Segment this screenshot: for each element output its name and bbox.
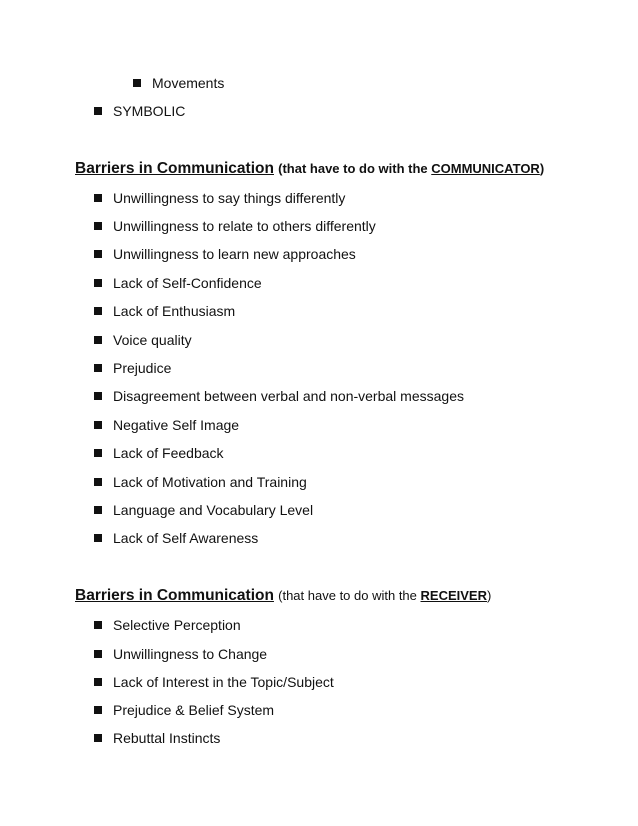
square-bullet-icon <box>94 107 102 115</box>
list-item <box>94 274 262 292</box>
heading-paren-close: ) <box>486 588 492 603</box>
list-item-label: Unwillingness to say things differently <box>113 190 346 206</box>
list-item <box>94 501 313 519</box>
square-bullet-icon <box>94 449 102 457</box>
list-item <box>94 616 241 634</box>
square-bullet-icon <box>94 364 102 372</box>
list-item <box>94 217 376 235</box>
list-item <box>94 444 224 462</box>
square-bullet-icon <box>94 678 102 686</box>
square-bullet-icon <box>94 534 102 542</box>
list-item-label: Lack of Self-Confidence <box>113 275 262 291</box>
list-item <box>94 245 356 263</box>
square-bullet-icon <box>94 336 102 344</box>
list-item-label: Lack of Enthusiasm <box>113 303 236 319</box>
list-item-label: Disagreement between verbal and non-verbal messages <box>113 388 464 404</box>
list-item-label: Lack of Motivation and Training <box>113 474 307 490</box>
square-bullet-icon <box>94 478 102 486</box>
square-bullet-icon <box>94 279 102 287</box>
list-item <box>94 529 258 547</box>
square-bullet-icon <box>94 621 102 629</box>
list-item-label: Lack of Self Awareness <box>113 530 259 546</box>
heading-title: Barriers in Communication <box>75 587 274 604</box>
square-bullet-icon <box>94 194 102 202</box>
square-bullet-icon <box>94 307 102 315</box>
list-item <box>94 359 171 377</box>
list-item <box>94 331 192 349</box>
list-item-label: Rebuttal Instincts <box>113 730 221 746</box>
list-item <box>94 387 464 405</box>
list-item-label: Voice quality <box>113 332 192 348</box>
square-bullet-icon <box>94 250 102 258</box>
square-bullet-icon <box>94 506 102 514</box>
square-bullet-icon <box>94 421 102 429</box>
list-item <box>94 673 334 691</box>
section-heading-communicator <box>75 159 544 179</box>
list-item-label: Unwillingness to relate to others differently <box>113 218 376 234</box>
heading-paren-open: (that have to do with the <box>278 588 421 603</box>
square-bullet-icon <box>94 650 102 658</box>
list-item-label: Negative Self Image <box>113 417 240 433</box>
list-item <box>94 645 267 663</box>
list-item-label: Lack of Feedback <box>113 445 224 461</box>
list-item-label: SYMBOLIC <box>113 103 186 119</box>
list-item <box>94 189 345 207</box>
heading-paren-close: ) <box>539 161 545 176</box>
list-item <box>94 729 220 747</box>
list-item-movements <box>133 74 224 92</box>
heading-title: Barriers in Communication <box>75 160 274 177</box>
square-bullet-icon <box>94 392 102 400</box>
list-item <box>94 302 235 320</box>
list-item-label: Language and Vocabulary Level <box>113 502 314 518</box>
square-bullet-icon <box>133 79 141 87</box>
list-item <box>94 416 239 434</box>
list-item <box>94 473 307 491</box>
heading-paren-open: (that have to do with the <box>278 161 432 176</box>
list-item-label: Unwillingness to Change <box>113 646 268 662</box>
heading-target: COMMUNICATOR <box>431 161 540 176</box>
list-item-label: Unwillingness to learn new approaches <box>113 246 356 262</box>
square-bullet-icon <box>94 706 102 714</box>
list-item-label: Prejudice <box>113 360 172 376</box>
list-item <box>94 701 274 719</box>
list-item-label: Prejudice & Belief System <box>113 702 275 718</box>
list-item-label: Selective Perception <box>113 617 241 633</box>
list-item-label: Movements <box>152 75 225 91</box>
list-item-label: Lack of Interest in the Topic/Subject <box>113 674 334 690</box>
section-heading-receiver <box>75 586 491 606</box>
heading-target: RECEIVER <box>420 588 487 603</box>
square-bullet-icon <box>94 222 102 230</box>
list-item-symbolic <box>94 102 185 120</box>
square-bullet-icon <box>94 734 102 742</box>
